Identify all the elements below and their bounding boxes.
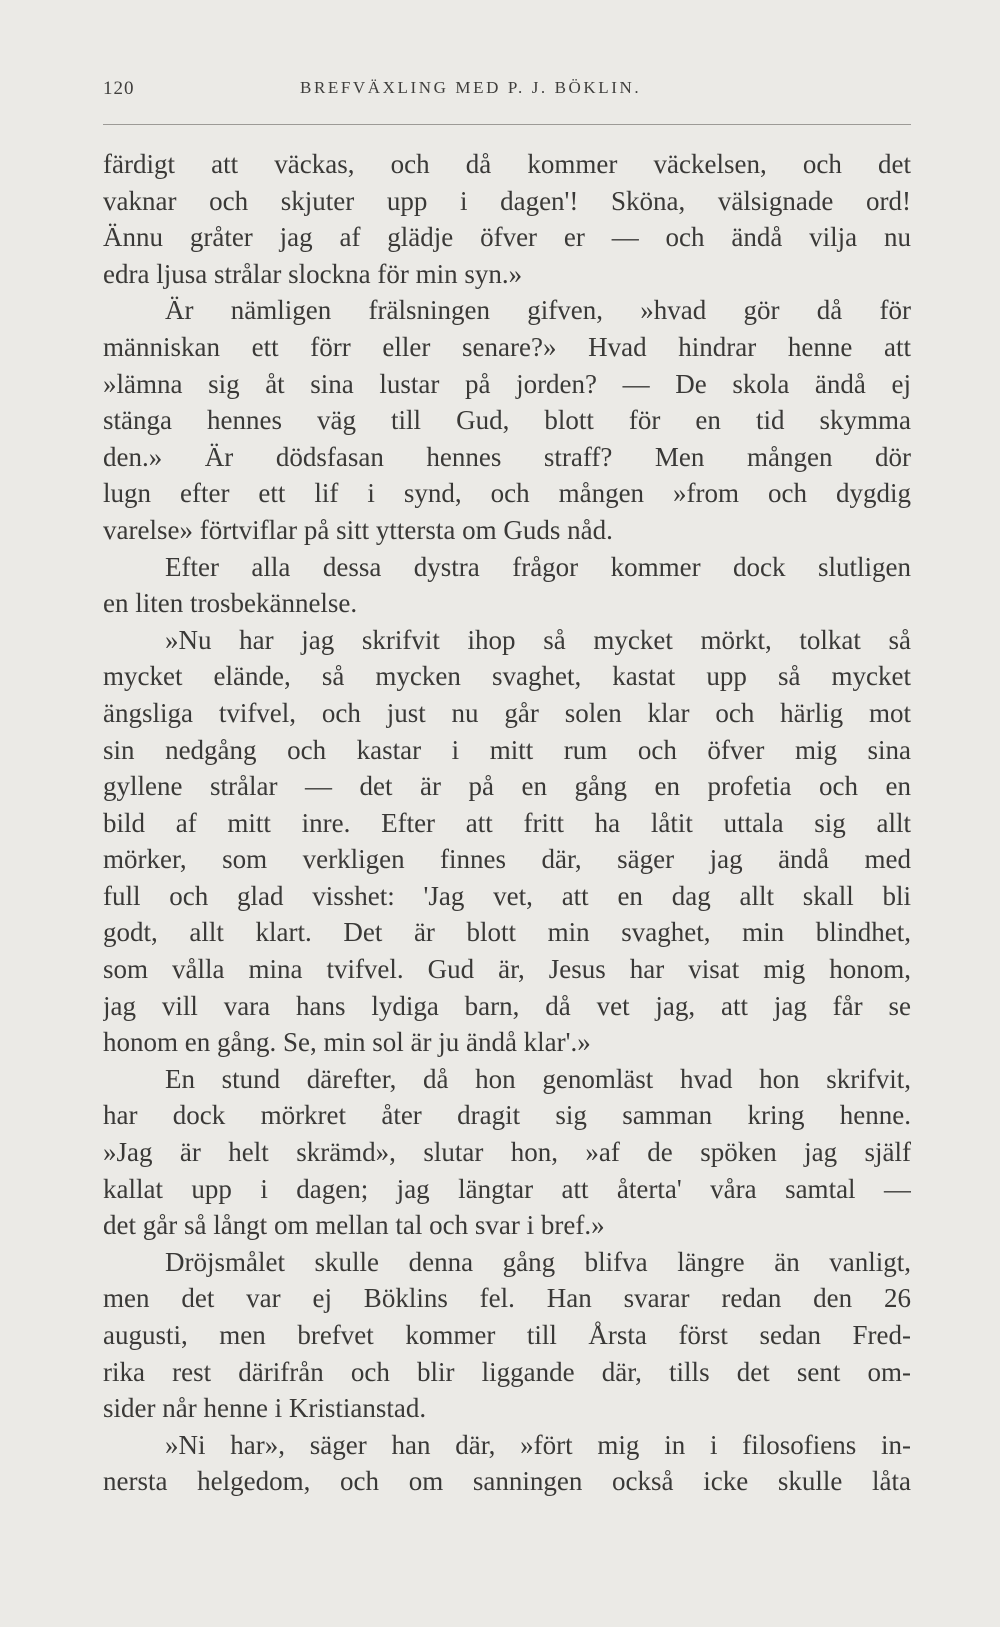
text-line: lugn efter ett lif i synd, och mången »from och dygdig xyxy=(103,478,911,509)
body-text xyxy=(103,146,911,1500)
running-head: BREFVÄXLING MED P. J. BÖKLIN. xyxy=(300,78,642,97)
text-line: godt, allt klart. Det är blott min svaghet, min blindhet, xyxy=(103,917,911,948)
page-number: 120 xyxy=(103,78,135,99)
text-line: en liten trosbekännelse. xyxy=(103,588,358,619)
text-line: honom en gång. Se, min sol är ju ändå klar'.» xyxy=(103,1027,591,1058)
text-line: mörker, som verkligen finnes där, säger jag ändå med xyxy=(103,844,911,875)
text-line: vaknar och skjuter upp i dagen'! Sköna, välsignade ord! xyxy=(103,185,911,216)
page-header xyxy=(103,78,911,112)
text-line: sider når henne i Kristianstad. xyxy=(103,1393,427,1424)
text-line: edra ljusa strålar slockna för min syn.» xyxy=(103,258,523,289)
text-line: »lämna sig åt sina lustar på jorden? — De skola ändå ej xyxy=(103,368,911,399)
text-line: sin nedgång och kastar i mitt rum och öfver mig sina xyxy=(103,734,911,765)
text-line: augusti, men brefvet kommer till Årsta först sedan Fred- xyxy=(103,1320,911,1350)
text-line: varelse» förtviflar på sitt yttersta om Guds nåd. xyxy=(103,514,613,545)
text-line: »Nu har jag skrifvit ihop så mycket mörkt, tolkat så xyxy=(165,624,911,655)
text-line: färdigt att väckas, och då kommer väckelsen, och det xyxy=(103,149,911,179)
text-line: full och glad visshet: 'Jag vet, att en dag allt skall bli xyxy=(103,880,911,911)
text-line: som vålla mina tvifvel. Gud är, Jesus har visat mig honom, xyxy=(103,954,911,985)
text-line: En stund därefter, då hon genomläst hvad hon skrifvit, xyxy=(165,1063,911,1094)
text-line: människan ett förr eller senare?» Hvad hindrar henne att xyxy=(103,331,911,362)
text-line: Är nämligen frälsningen gifven, »hvad gör då för xyxy=(165,295,911,326)
text-line: det går så långt om mellan tal och svar i bref.» xyxy=(103,1210,605,1241)
text-line: Ännu gråter jag af glädje öfver er — och ändå vilja nu xyxy=(103,222,911,253)
text-line: Efter alla dessa dystra frågor kommer dock slutligen xyxy=(165,551,911,582)
text-line: »Ni har», säger han där, »fört mig in i filosofiens in- xyxy=(165,1429,911,1460)
text-line: men det var ej Böklins fel. Han svarar redan den 26 xyxy=(103,1283,911,1314)
text-line: jag vill vara hans lydiga barn, då vet jag, att jag får se xyxy=(103,990,911,1021)
text-line: bild af mitt inre. Efter att fritt ha låtit uttala sig allt xyxy=(103,807,911,838)
text-line: stänga hennes väg till Gud, blott för en tid skymma xyxy=(103,405,911,436)
text-line: kallat upp i dagen; jag längtar att återta' våra samtal — xyxy=(103,1173,911,1204)
text-line: nersta helgedom, och om sanningen också icke skulle låta xyxy=(103,1466,911,1497)
text-line: den.» Är dödsfasan hennes straff? Men mången dör xyxy=(103,441,911,472)
text-line: rika rest därifrån och blir liggande där, tills det sent om- xyxy=(103,1356,911,1387)
text-line: mycket elände, så mycken svaghet, kastat upp så mycket xyxy=(103,661,911,692)
text-line: Dröjsmålet skulle denna gång blifva längre än vanligt, xyxy=(165,1246,911,1277)
text-line: har dock mörkret åter dragit sig samman kring henne. xyxy=(103,1100,911,1131)
text-line: ängsliga tvifvel, och just nu går solen klar och härlig mot xyxy=(103,697,911,728)
text-line: gyllene strålar — det är på en gång en profetia och en xyxy=(103,771,911,802)
text-line: »Jag är helt skrämd», slutar hon, »af de spöken jag själf xyxy=(103,1137,911,1168)
header-rule xyxy=(103,124,911,125)
